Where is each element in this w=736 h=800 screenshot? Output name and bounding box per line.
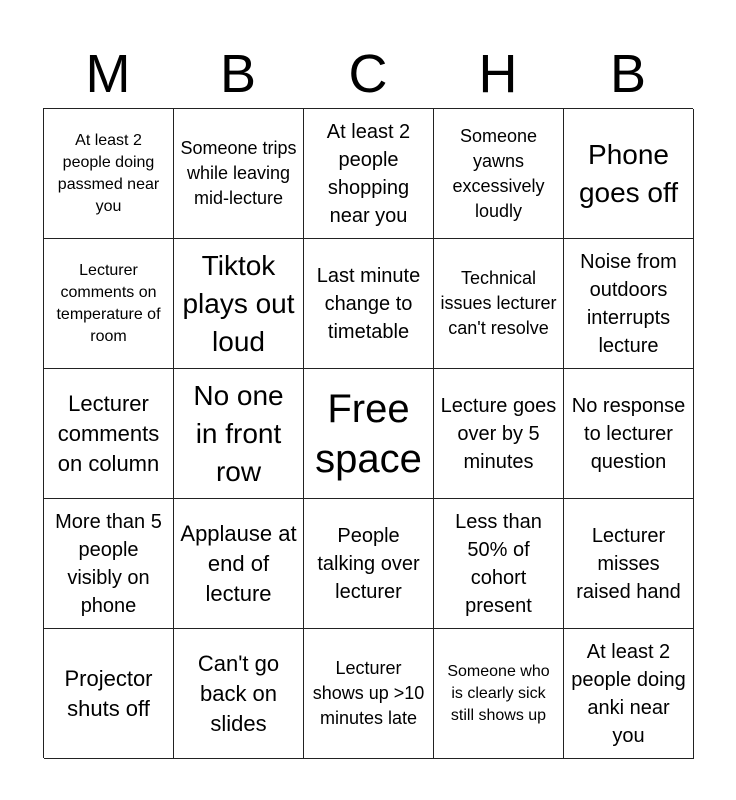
bingo-header [43,40,693,108]
cell-text: Someone trips while leaving mid-lecture [180,138,297,208]
header-letter-4: H [478,44,518,104]
bingo-cell[interactable] [304,629,434,759]
free-space-cell[interactable] [304,369,434,499]
bingo-cell[interactable] [564,369,694,499]
bingo-cell[interactable] [44,239,174,369]
cell-text: Tiktok plays out loud [182,249,295,357]
header-letter-5: B [609,44,647,104]
cell-text: More than 5 people visibly on phone [55,510,162,617]
header-letter-1: M [85,44,131,104]
bingo-cell[interactable] [564,109,694,239]
header-letter-2: B [219,44,257,104]
cell-text: Someone who is clearly sick still shows up [447,662,550,724]
bingo-cell[interactable] [434,239,564,369]
cell-text: No response to lecturer question [571,394,686,473]
cell-text: Technical issues lecturer can't resolve [440,268,557,338]
cell-text: At least 2 people doing anki near you [571,640,686,747]
bingo-cell[interactable] [44,629,174,759]
cell-text: Can't go back on slides [197,650,280,736]
cell-text: People talking over lecturer [317,524,420,603]
bingo-cell[interactable] [304,109,434,239]
bingo-cell[interactable] [434,629,564,759]
cell-text: Last minute change to timetable [316,264,421,343]
cell-text: Noise from outdoors interrupts lecture [580,250,677,357]
cell-text: Lecturer comments on column [57,390,160,476]
bingo-cell[interactable] [174,239,304,369]
cell-text: Less than 50% of cohort present [455,510,542,617]
bingo-grid [43,108,693,758]
cell-text: Lecturer misses raised hand [576,524,681,603]
cell-text: At least 2 people doing passmed near you [57,131,160,215]
bingo-cell[interactable] [174,109,304,239]
cell-text: No one in front row [193,379,284,487]
cell-text: Lecture goes over by 5 minutes [440,394,557,473]
bingo-cell[interactable] [564,239,694,369]
bingo-cell[interactable] [564,629,694,759]
bingo-cell[interactable] [304,499,434,629]
bingo-cell[interactable] [434,369,564,499]
header-letter-3: C [348,44,388,104]
cell-text: Lecturer shows up >10 minutes late [312,658,425,728]
bingo-cell[interactable] [44,369,174,499]
cell-text: Someone yawns excessively loudly [452,125,545,221]
bingo-cell[interactable] [44,499,174,629]
bingo-cell[interactable] [44,109,174,239]
cell-text: Phone goes off [578,138,679,208]
bingo-cell[interactable] [174,629,304,759]
cell-text: At least 2 people shopping near you [326,120,411,227]
bingo-cell[interactable] [304,239,434,369]
bingo-cell[interactable] [174,369,304,499]
cell-text: Free space [315,386,422,481]
bingo-cell[interactable] [434,499,564,629]
bingo-cell[interactable] [564,499,694,629]
bingo-cell[interactable] [174,499,304,629]
cell-text: Projector shuts off [64,665,153,721]
bingo-cell[interactable] [434,109,564,239]
cell-text: Lecturer comments on temperature of room [56,261,161,345]
cell-text: Applause at end of lecture [180,520,297,606]
